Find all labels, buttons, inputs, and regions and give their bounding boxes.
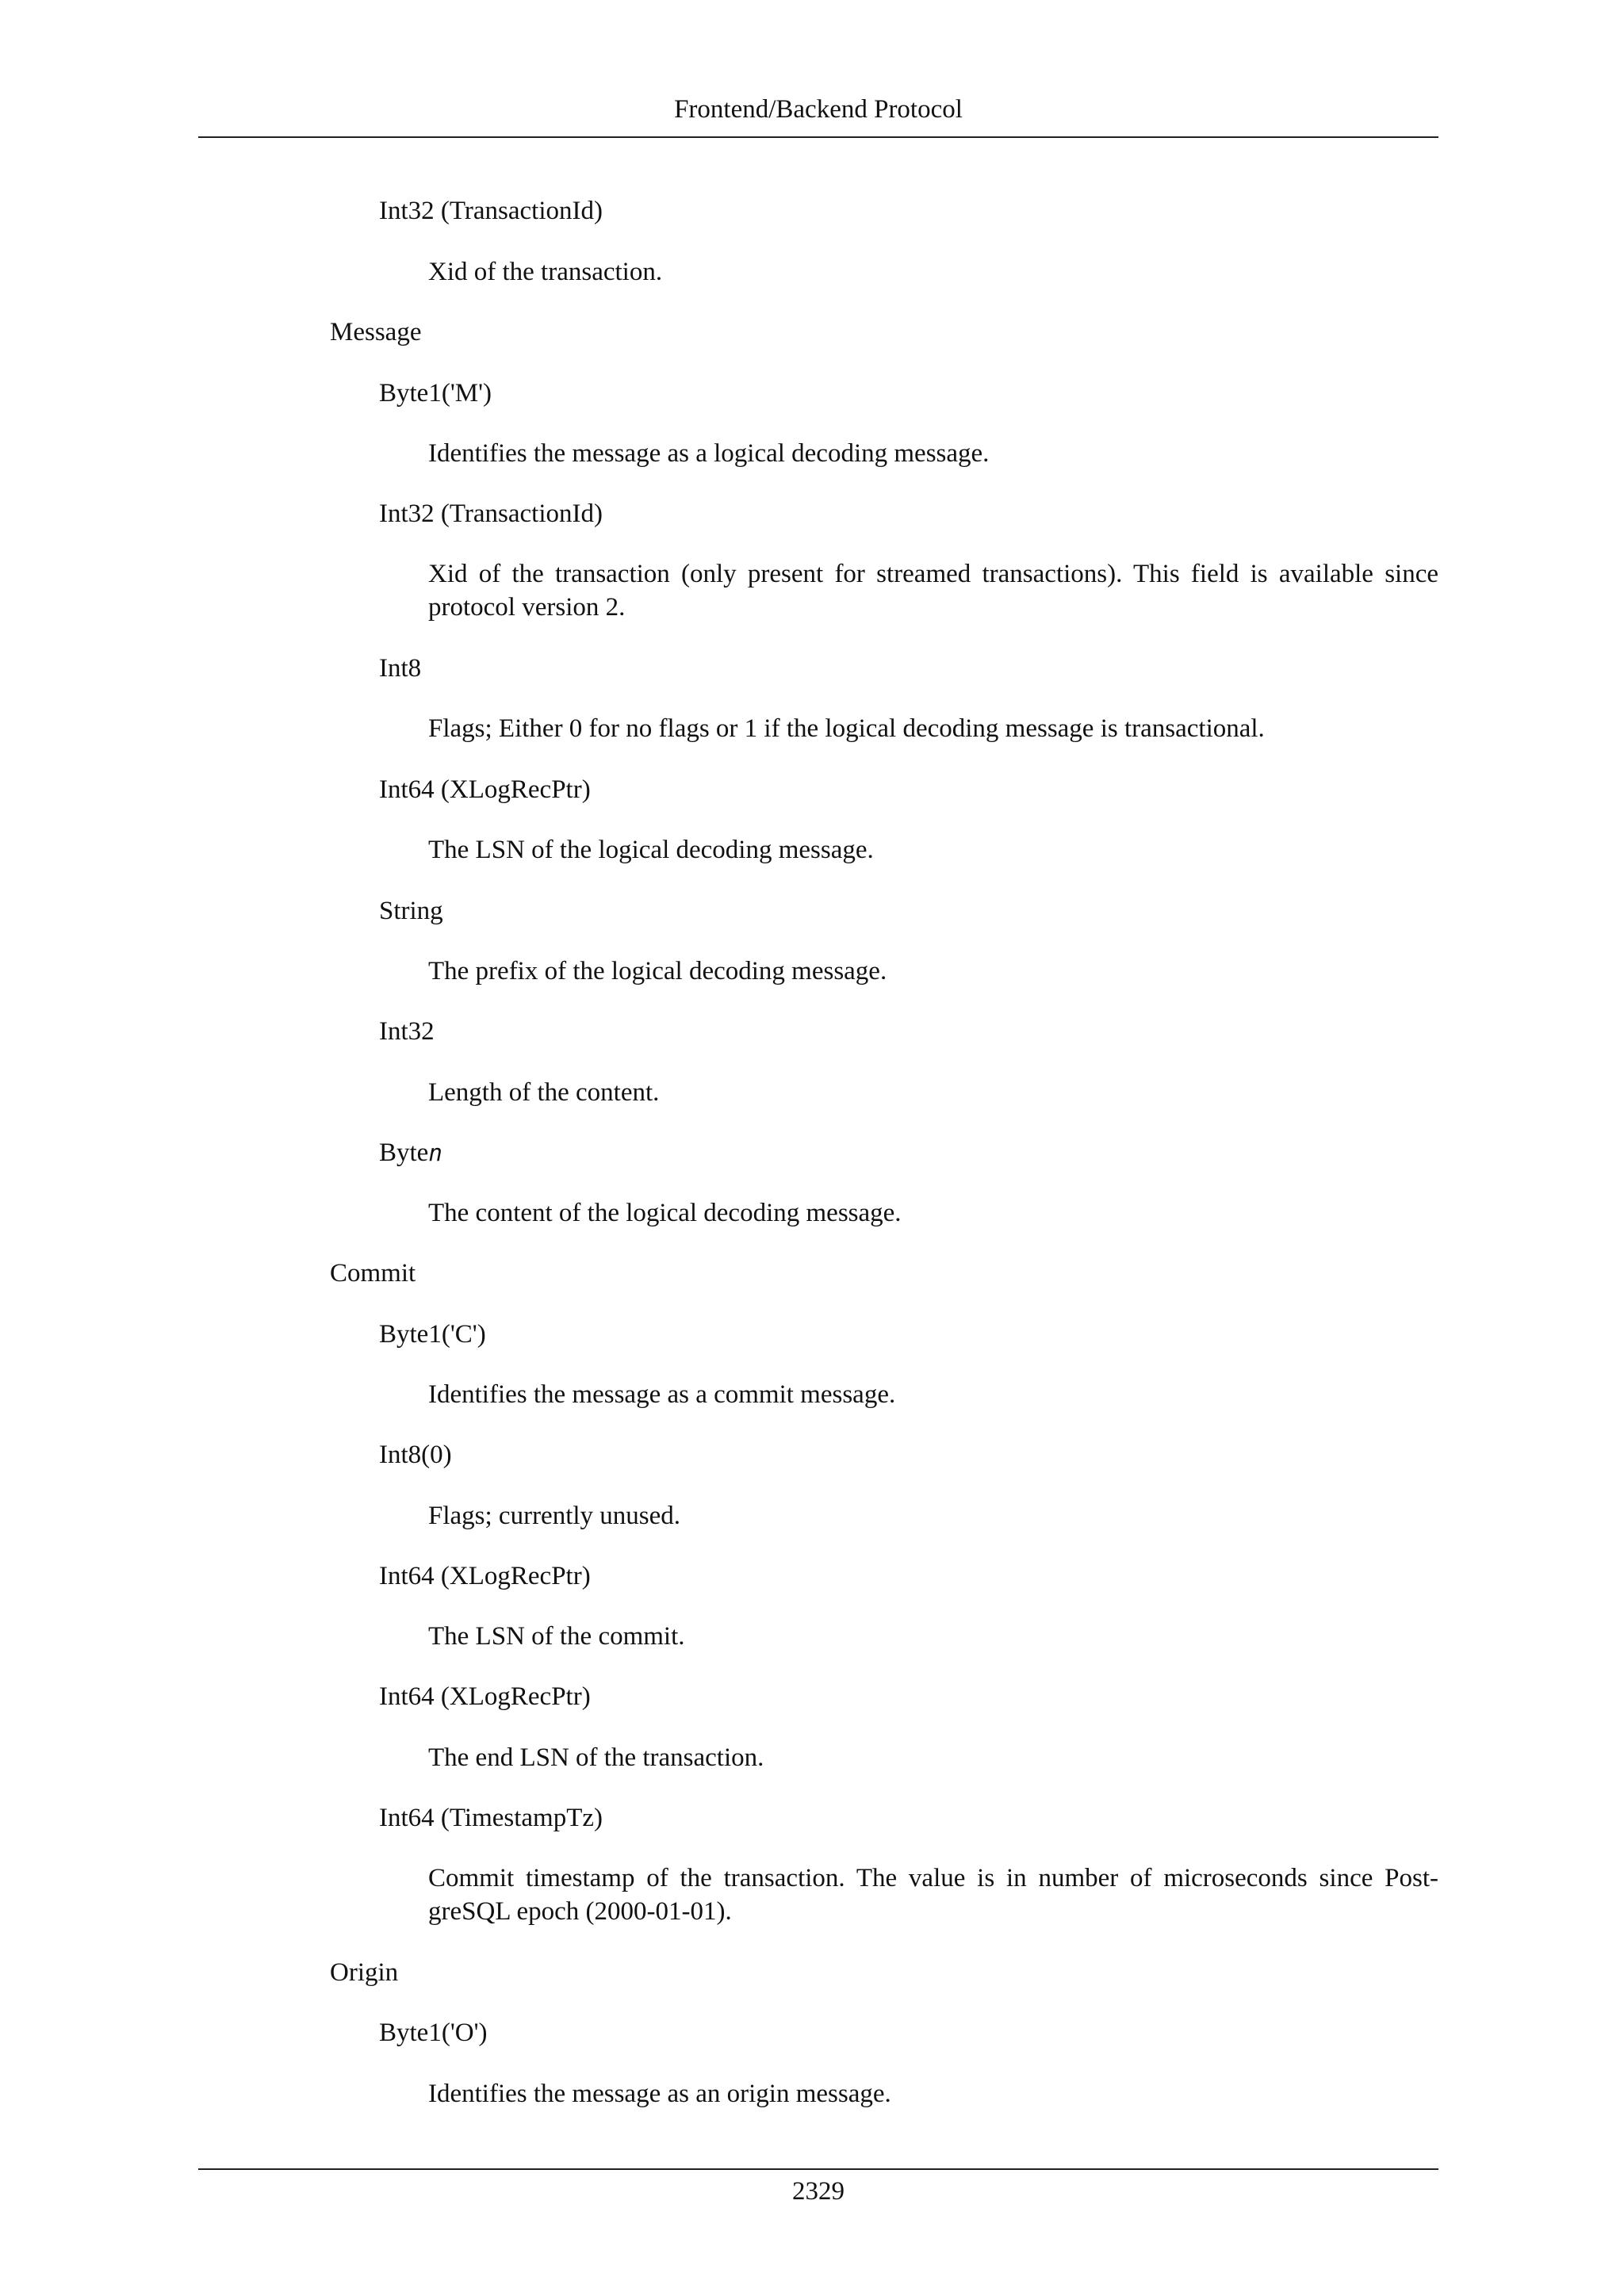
field-type-text: Byte: [379, 1138, 429, 1167]
field-type: Int32 (TransactionId): [379, 499, 603, 528]
field-type: Int64 (XLogRecPtr): [379, 1562, 591, 1590]
field-type: Byte1('O'): [379, 2019, 488, 2047]
message-name: Message: [330, 318, 422, 346]
field-description: The prefix of the logical decoding message.: [428, 957, 887, 985]
field-description: Xid of the transaction (only present for streamed transactions). This field is available since protocol version 2.: [428, 560, 1438, 622]
field-description: Identifies the message as a commit message.: [428, 1380, 896, 1409]
field-description: Xid of the transaction.: [428, 258, 663, 286]
message-name: Commit: [330, 1259, 416, 1288]
field-description: The content of the logical decoding message.: [428, 1199, 902, 1227]
page-number: 2329: [792, 2177, 845, 2206]
field-type-variable: n: [428, 1139, 442, 1166]
field-type: Int32: [379, 1017, 435, 1046]
field-type: Int8: [379, 654, 422, 683]
field-description: Flags; Either 0 for no flags or 1 if the logical decoding message is transactional.: [428, 714, 1265, 743]
message-name: Origin: [330, 1958, 399, 1987]
field-description: Identifies the message as an origin message.: [428, 2080, 891, 2108]
field-description: Flags; currently unused.: [428, 1502, 681, 1530]
field-description: The LSN of the commit.: [428, 1622, 685, 1651]
footer-rule: [198, 2168, 1438, 2170]
field-type: Int8(0): [379, 1441, 452, 1469]
field-description: The end LSN of the transaction.: [428, 1743, 764, 1772]
field-description: Commit timestamp of the transaction. The value is in number of microseconds since Post-greSQL epoch (2000-01-01).: [428, 1864, 1438, 1926]
field-type: Int64 (XLogRecPtr): [379, 1682, 591, 1711]
field-type: Int32 (TransactionId): [379, 197, 603, 225]
field-description: Identifies the message as a logical decoding message.: [428, 439, 990, 468]
field-description: Length of the content.: [428, 1078, 660, 1107]
field-type: Byte1('C'): [379, 1320, 486, 1349]
field-type: Int64 (XLogRecPtr): [379, 775, 591, 804]
field-type: String: [379, 897, 443, 925]
field-type: Int64 (TimestampTz): [379, 1804, 603, 1832]
field-type: [379, 1136, 442, 1169]
page-header-title: Frontend/Backend Protocol: [674, 95, 963, 124]
field-description: The LSN of the logical decoding message.: [428, 836, 874, 864]
field-type: Byte1('M'): [379, 379, 492, 408]
